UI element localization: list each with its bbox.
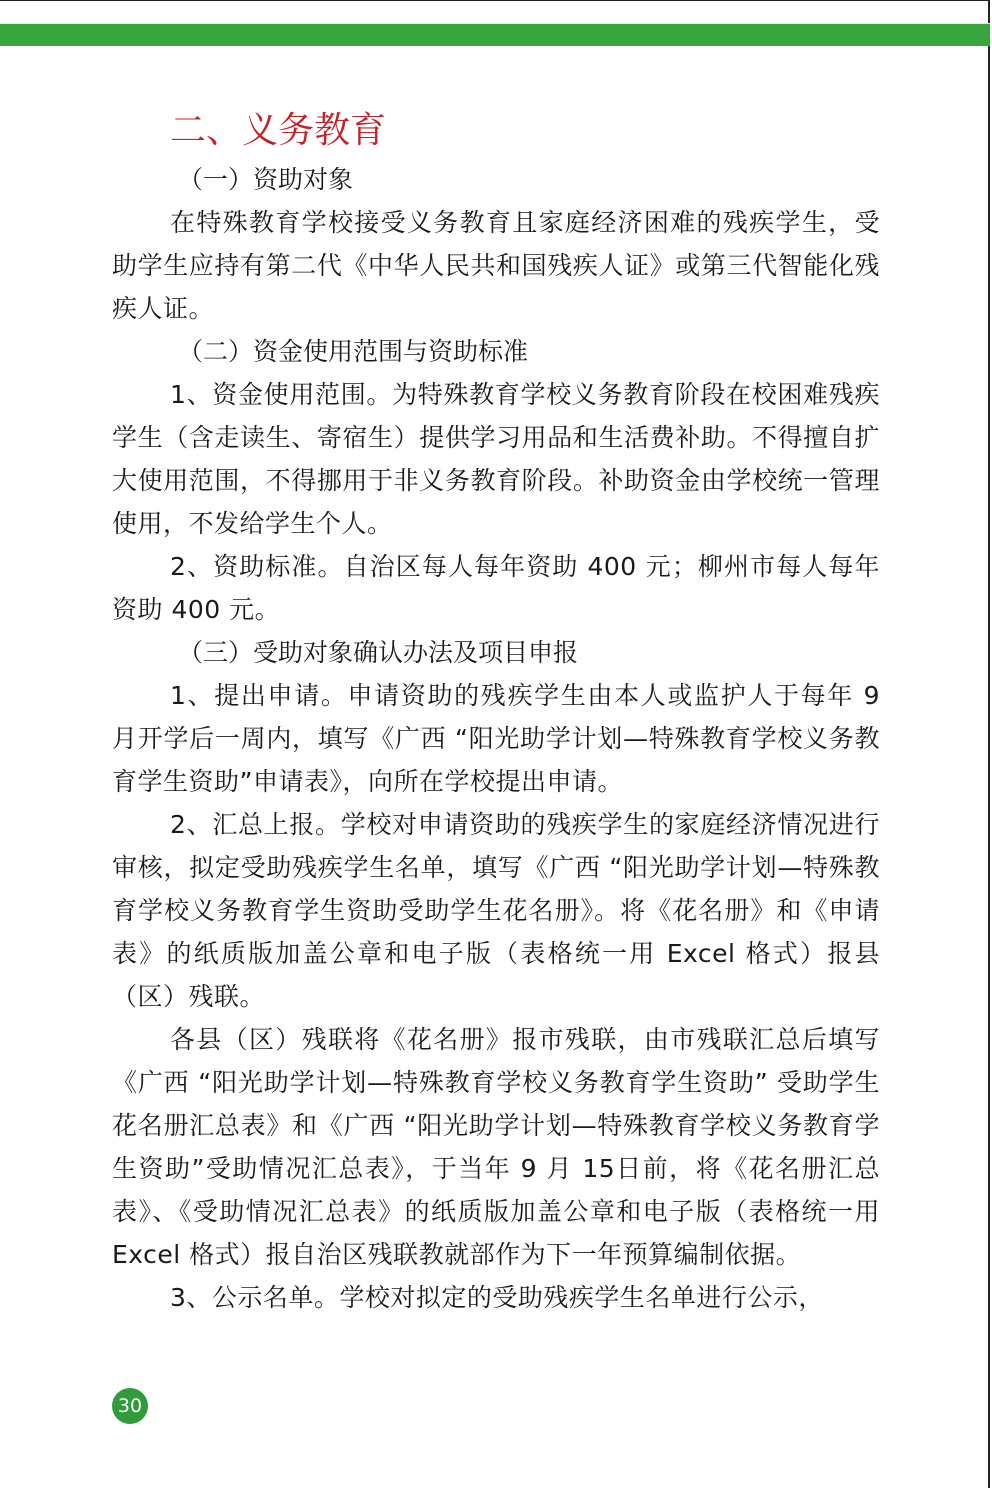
subsection-title-2: （二）资金使用范围与资助标准 xyxy=(178,337,529,366)
paragraph: 1、提出申请。申请资助的残疾学生由本人或监护人于每年 9 月开学后一周内，填写《广西 “阳光助学计划—特殊教育学校义务教育学生资助”申请表》，向所在学校提出申请。 xyxy=(112,681,880,796)
header-green-band xyxy=(0,24,990,46)
section-heading: 二、义务教育 xyxy=(170,110,387,151)
paragraph: 2、资助标准。自治区每人每年资助 400 元；柳州市每人每年资助 400 元。 xyxy=(112,552,880,624)
paragraph: 各县（区）残联将《花名册》报市残联，由市残联汇总后填写《广西 “阳光助学计划—特殊教育学校义务教育学生资助” 受助学生花名册汇总表》和《广西 “阳光助学计划—特殊教育学校义务教育学生资助”受助情况汇总表》，于当年 9 月 15日前，将《花名册汇总表》、《受助情况汇总表》的纸质版加盖公章和电子版（表格统一用 Excel 格式）报自治区残联教就部作为下一年预算编制依据。 xyxy=(112,1025,880,1269)
page-number-badge: 30 xyxy=(112,1388,148,1424)
paragraph: 1、资金使用范围。为特殊教育学校义务教育阶段在校困难残疾学生（含走读生、寄宿生）提供学习用品和生活费补助。不得擅自扩大使用范围，不得挪用于非义务教育阶段。补助资金由学校统一管理使用，不发给学生个人。 xyxy=(112,380,880,538)
paragraph: 3、公示名单。学校对拟定的受助残疾学生名单进行公示， xyxy=(170,1283,824,1312)
page-content xyxy=(112,108,880,1319)
subsection-title-1: （一）资助对象 xyxy=(178,165,354,194)
paragraph: 2、汇总上报。学校对申请资助的残疾学生的家庭经济情况进行审核，拟定受助残疾学生名单，填写《广西 “阳光助学计划—特殊教育学校义务教育学生资助受助学生花名册》。将《花名册》和《申请表》的纸质版加盖公章和电子版（表格统一用 Excel 格式）报县（区）残联。 xyxy=(112,810,880,1011)
paragraph: 在特殊教育学校接受义务教育且家庭经济困难的残疾学生，受助学生应持有第二代《中华人民共和国残疾人证》或第三代智能化残疾人证。 xyxy=(112,208,880,323)
subsection-title-3: （三）受助对象确认办法及项目申报 xyxy=(178,638,579,667)
